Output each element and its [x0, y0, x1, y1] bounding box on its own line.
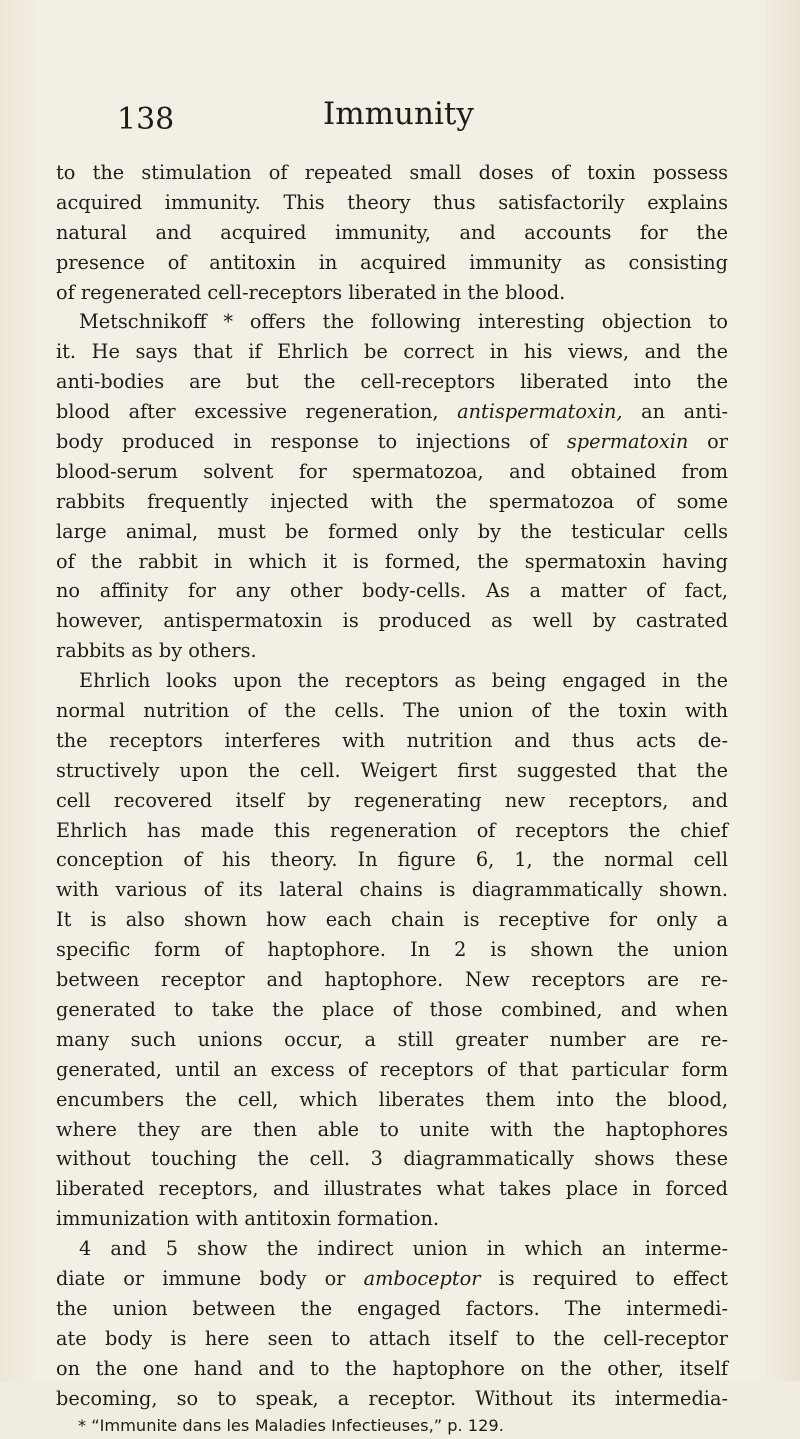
text-line: ate body is here seen to attach itself to the cell-receptor [56, 1326, 728, 1350]
text-line: cell recovered itself by regenerating new receptors, and [56, 788, 728, 812]
text-line: many such unions occur, a still greater number are re- [56, 1027, 728, 1051]
text-line: anti-bodies are but the cell-receptors liberated into the [56, 370, 728, 394]
text-segment: an anti- [641, 400, 728, 424]
text-line: Metschnikoff * offers the following interesting objection to [79, 310, 728, 334]
text-line: without touching the cell. 3 diagrammatically shows these [56, 1147, 728, 1171]
text-line: immunization with antitoxin formation. [56, 1207, 440, 1231]
text-line: Ehrlich has made this regeneration of receptors the chief [56, 818, 728, 842]
text-line: of regenerated cell-receptors liberated in the blood. [56, 280, 566, 304]
text-line: to the stimulation of repeated small doses of toxin possess [56, 161, 728, 184]
text-line: encumbers the cell, which liberates them into the blood, [56, 1087, 728, 1111]
italic-term-spermatoxin: spermatoxin [566, 430, 689, 454]
text-segment: or [707, 430, 728, 454]
body-text [56, 158, 728, 1439]
text-line: natural and acquired immunity, and accounts for the [56, 220, 728, 244]
text-line: presence of antitoxin in acquired immunity as consisting [56, 250, 728, 274]
text-line: Ehrlich looks upon the receptors as being engaged in the [79, 669, 728, 693]
text-line: acquired immunity. This theory thus satisfactorily explains [56, 190, 728, 214]
text-line: conception of his theory. In figure 6, 1, the normal cell [56, 848, 728, 872]
text-segment: body produced in response to injections of [56, 430, 549, 454]
text-line: 4 and 5 show the indirect union in which an interme- [79, 1237, 728, 1261]
text-line: with various of its lateral chains is diagrammatically shown. [56, 878, 728, 902]
text-line: liberated receptors, and illustrates what takes place in forced [56, 1177, 728, 1201]
text-line: it. He says that if Ehrlich be correct in his views, and the [56, 340, 728, 364]
text-line: of the rabbit in which it is formed, the spermatoxin having [56, 549, 728, 573]
footnote: * “Immunite dans les Maladies Infectieuses,” p. 129. [78, 1416, 504, 1436]
text-line: no affinity for any other body-cells. As a matter of fact, [56, 579, 728, 603]
text-segment: blood after excessive regeneration, [56, 400, 439, 424]
text-line: generated to take the place of those combined, and when [56, 997, 728, 1021]
running-head: Immunity [323, 96, 474, 132]
text-line [56, 397, 728, 427]
text-segment: diate or immune body or [56, 1266, 346, 1290]
text-line: specific form of haptophore. In 2 is shown the union [56, 938, 728, 962]
text-line: generated, until an excess of receptors of that particular form [56, 1057, 728, 1081]
text-line: blood-serum solvent for spermatozoa, and obtained from [56, 459, 728, 483]
text-segment: is required to effect [498, 1266, 728, 1290]
text-line: structively upon the cell. Weigert first suggested that the [56, 758, 728, 782]
text-line: between receptor and haptophore. New receptors are re- [56, 968, 728, 992]
text-line: normal nutrition of the cells. The union of the toxin with [56, 699, 728, 723]
text-line: however, antispermatoxin is produced as well by castrated [56, 609, 728, 633]
text-line [56, 1264, 728, 1294]
text-line: rabbits frequently injected with the spermatozoa of some [56, 489, 728, 513]
text-line: the union between the engaged factors. The intermedi- [56, 1296, 728, 1320]
italic-term-antispermatoxin: antispermatoxin, [457, 400, 623, 424]
page-header [117, 96, 474, 137]
text-line: It is also shown how each chain is receptive for only a [56, 908, 728, 932]
text-line: on the one hand and to the haptophore on the other, itself [56, 1356, 728, 1380]
italic-term-amboceptor: amboceptor [363, 1266, 481, 1290]
text-line: becoming, so to speak, a receptor. Without its intermedia- [56, 1386, 728, 1410]
page-number: 138 [117, 102, 175, 137]
text-line: where they are then able to unite with the haptophores [56, 1117, 728, 1141]
text-line [56, 427, 728, 457]
text-line: large animal, must be formed only by the testicular cells [56, 519, 728, 543]
text-line: rabbits as by others. [56, 639, 257, 663]
text-line: the receptors interferes with nutrition and thus acts de- [56, 728, 728, 752]
